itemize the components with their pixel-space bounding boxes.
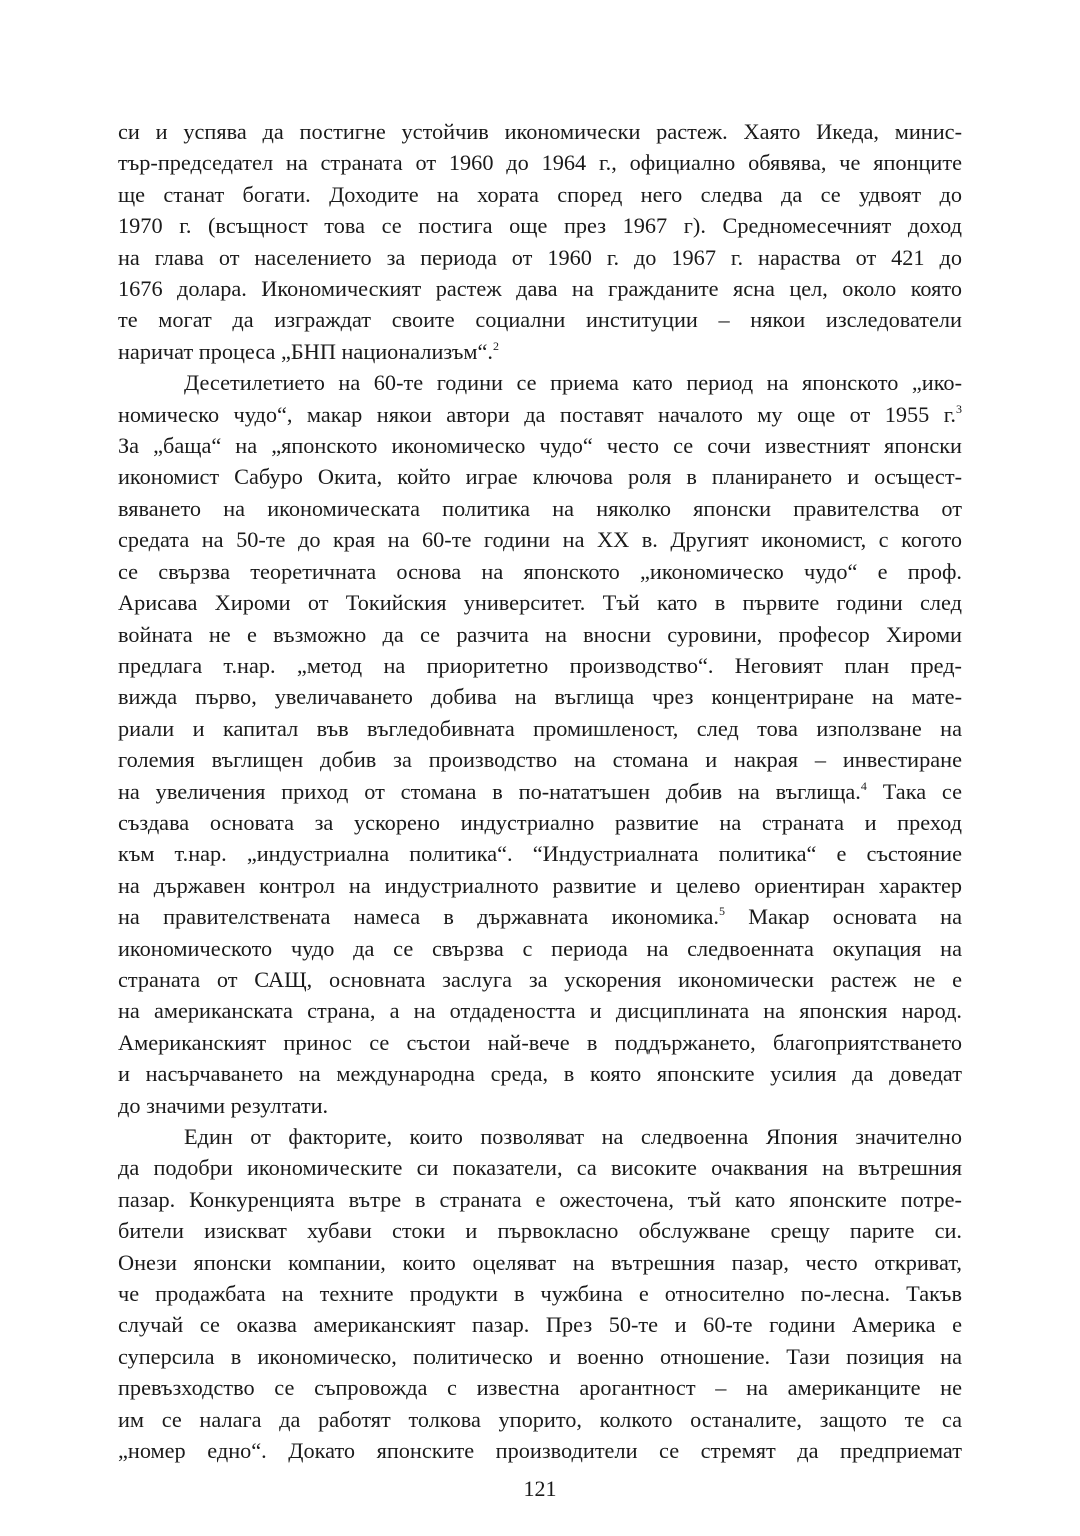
- text-line: и насърчаването на международна среда, в която японските усилия да доведат: [118, 1061, 962, 1087]
- text-fragment: на правителствената намеса в държавната икономика.: [118, 904, 719, 930]
- text-line: [118, 901, 962, 932]
- text-line: Десетилетието на 60-те години се приема като период на японското „ико-: [184, 370, 962, 396]
- paragraph-1: [118, 116, 962, 367]
- text-line: да подобри икономическите си показатели, са високите очаквания на вътрешния: [118, 1155, 962, 1181]
- text-line: страната от САЩ, основната заслуга за ускорения икономически растеж не е: [118, 966, 962, 992]
- text-line: на глава от населението за периода от 1960 г. до 1967 г. нараства от 421 до: [118, 244, 962, 270]
- text-line: риали и капитал във въгледобивната промишленост, след това използване на: [118, 715, 962, 741]
- text-line: пазар. Конкуренцията вътре в страната е ожесточена, тъй като японските потре-: [118, 1186, 962, 1212]
- text-line: предлага т.нар. „метод на приоритетно производство“. Неговият план пред-: [118, 652, 962, 678]
- text-line: Американският принос се състои най-вече в поддържането, благоприятстването: [118, 1029, 962, 1055]
- text-line: войната не е възможно да се разчита на вносни суровини, професор Хироми: [118, 621, 962, 647]
- text-line: си и успява да постигне устойчив икономически растеж. Хаято Икеда, минис-: [118, 119, 962, 144]
- text-line: им се налага да работят толкова упорито, колкото останалите, защото те са: [118, 1406, 962, 1432]
- text-line: Един от факторите, които позволяват на следвоенна Япония значително: [184, 1124, 962, 1149]
- text-line: За „баща“ на „японското икономическо чудо“ често се сочи известният японски: [118, 433, 962, 459]
- text-line: [118, 336, 962, 367]
- text-line: на американската страна, а на отдадеността и дисциплината на японския народ.: [118, 998, 962, 1024]
- text-line: създава основата за ускорено индустриално развитие на страната и преход: [118, 809, 962, 835]
- text-line: се свързва теоретичната основа на японското „икономическо чудо“ е проф.: [118, 558, 962, 584]
- text-line: на държавен контрол на индустриалното развитие и целево ориентиран характер: [118, 872, 962, 898]
- paragraph-2: [118, 367, 962, 1121]
- page-number: 121: [523, 1476, 557, 1501]
- text-fragment: номическо чудо“, макар някои автори да поставят началото му още от 1955 г.: [118, 401, 956, 427]
- footnote-marker[interactable]: 5: [718, 904, 725, 919]
- text-line: Онези японски компании, които оцеляват на вътрешния пазар, често откриват,: [118, 1249, 962, 1275]
- footnote-marker[interactable]: 2: [492, 338, 499, 353]
- footnote-marker[interactable]: 3: [956, 401, 962, 416]
- paragraph-3: [118, 1121, 962, 1466]
- text-line: случай се оказва американският пазар. През 50-те и 60-те години Америка е: [118, 1312, 962, 1338]
- text-line: ще станат богати. Доходите на хората според него следва да се удвоят до: [118, 181, 962, 207]
- text-fragment: Макар основата на: [724, 904, 962, 930]
- text-fragment: Така се: [866, 778, 962, 804]
- text-line: че продажбата на техните продукти в чужбина е относително по-лесна. Такъв: [118, 1281, 962, 1307]
- text-line: те могат да изграждат своите социални институции – някои изследователи: [118, 307, 962, 333]
- text-line: икономическото чудо да се свързва с периода на следвоенната окупация на: [118, 935, 962, 961]
- text-line: до значими резултати.: [118, 1092, 329, 1118]
- text-line: 1676 долара. Икономическият растеж дава на гражданите ясна цел, около която: [118, 276, 962, 302]
- text-line: [118, 399, 962, 430]
- text-line: вижда първо, увеличаването добива на въглища чрез концентриране на мате-: [118, 684, 962, 710]
- text-line: тър-председател на страната от 1960 до 1964 г., официално обявява, че японците: [118, 150, 962, 176]
- text-fragment: на увеличения приход от стомана в по-нататъшен добив на въглища.: [118, 778, 861, 804]
- text-line: суперсила в икономическо, политическо и военно отношение. Тази позиция на: [118, 1343, 962, 1369]
- footnote-marker[interactable]: 4: [860, 778, 867, 793]
- text-fragment: наричат процеса „БНП национализъм“.: [118, 338, 493, 364]
- text-line: [118, 776, 962, 807]
- text-line: икономист Сабуро Окита, който играе ключова роля в планирането и осъщест-: [118, 464, 962, 490]
- text-line: превъзходство се съпровожда с известна арогантност – на американците не: [118, 1375, 962, 1401]
- text-line: големия въглищен добив за производство на стомана и накрая – инвестиране: [118, 747, 962, 773]
- text-line: бители изискват хубави стоки и първокласно обслужване срещу парите си.: [118, 1218, 962, 1244]
- text-line: Арисава Хироми от Токийския университет. Тъй като в първите години след: [118, 590, 962, 616]
- text-line: 1970 г. (всъщност това се постига още през 1967 г). Средномесечният доход: [118, 213, 962, 239]
- text-line: вяването на икономическата политика на няколко японски правителства от: [118, 495, 962, 521]
- text-line: към т.нар. „индустриална политика“. “Индустриалната политика“ е състояние: [118, 841, 962, 867]
- text-line: „номер едно“. Докато японските производители се стремят да предприемат: [118, 1438, 962, 1464]
- text-line: средата на 50-те до края на 60-те години на XX в. Другият икономист, с когото: [118, 527, 962, 553]
